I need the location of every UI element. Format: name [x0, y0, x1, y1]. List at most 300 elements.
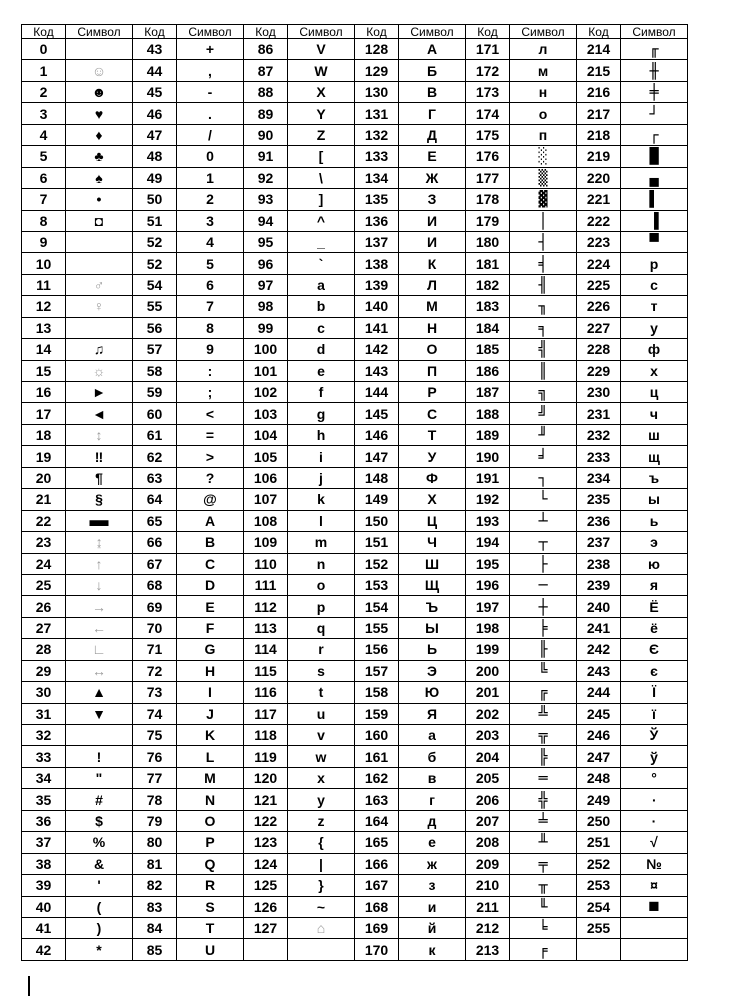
code-cell: 174 — [466, 103, 510, 124]
table-row — [22, 553, 688, 574]
symbol-cell: 9 — [177, 339, 244, 360]
code-cell: 160 — [355, 725, 399, 746]
code-cell: 47 — [133, 124, 177, 145]
symbol-cell: % — [66, 832, 133, 853]
symbol-cell: ╢ — [510, 274, 577, 295]
code-cell: 89 — [244, 103, 288, 124]
table-row — [22, 489, 688, 510]
code-cell: 73 — [133, 682, 177, 703]
symbol-cell: ▄ — [621, 167, 688, 188]
symbol-cell: v — [288, 725, 355, 746]
code-cell: 145 — [355, 403, 399, 424]
symbol-cell: д — [399, 810, 466, 831]
symbol-cell: l — [288, 510, 355, 531]
code-cell: 103 — [244, 403, 288, 424]
symbol-cell: ┤ — [510, 231, 577, 252]
code-cell: 164 — [355, 810, 399, 831]
table-row — [22, 103, 688, 124]
symbol-cell: ╥ — [510, 875, 577, 896]
symbol-cell: ► — [66, 382, 133, 403]
table-row — [22, 60, 688, 81]
code-cell: 247 — [577, 746, 621, 767]
code-cell: 118 — [244, 725, 288, 746]
symbol-cell — [66, 253, 133, 274]
symbol-cell: C — [177, 553, 244, 574]
symbol-cell: ♥ — [66, 103, 133, 124]
symbol-cell: ╡ — [510, 253, 577, 274]
code-cell: 52 — [133, 253, 177, 274]
symbol-cell: ф — [621, 339, 688, 360]
symbol-cell: n — [288, 553, 355, 574]
symbol-cell: ♫ — [66, 339, 133, 360]
symbol-cell: F — [177, 617, 244, 638]
header-code: Код — [577, 25, 621, 39]
symbol-cell: Ш — [399, 553, 466, 574]
table-row — [22, 403, 688, 424]
table-row — [22, 296, 688, 317]
symbol-cell: < — [177, 403, 244, 424]
code-cell: 222 — [577, 210, 621, 231]
code-cell: 206 — [466, 789, 510, 810]
symbol-cell: ы — [621, 489, 688, 510]
symbol-cell: w — [288, 746, 355, 767]
code-cell: 38 — [22, 853, 66, 874]
symbol-cell: ▼ — [66, 703, 133, 724]
header-code: Код — [244, 25, 288, 39]
code-cell: 134 — [355, 167, 399, 188]
symbol-cell: И — [399, 210, 466, 231]
code-cell: 173 — [466, 81, 510, 102]
code-cell: 169 — [355, 917, 399, 938]
code-cell: 221 — [577, 189, 621, 210]
code-cell: 234 — [577, 467, 621, 488]
symbol-cell: f — [288, 382, 355, 403]
code-cell: 65 — [133, 510, 177, 531]
symbol-cell: │ — [510, 210, 577, 231]
code-cell: 228 — [577, 339, 621, 360]
code-cell: 159 — [355, 703, 399, 724]
symbol-cell: ╚ — [510, 660, 577, 681]
symbol-cell: ┴ — [510, 510, 577, 531]
header-symbol: Символ — [621, 25, 688, 39]
code-cell: 246 — [577, 725, 621, 746]
code-cell: 218 — [577, 124, 621, 145]
symbol-cell: М — [399, 296, 466, 317]
symbol-cell: о — [510, 103, 577, 124]
code-cell: 147 — [355, 446, 399, 467]
code-cell: 22 — [22, 510, 66, 531]
symbol-cell: U — [177, 939, 244, 960]
symbol-cell: ╞ — [510, 617, 577, 638]
symbol-cell: з — [399, 875, 466, 896]
code-cell: 233 — [577, 446, 621, 467]
symbol-cell: I — [177, 682, 244, 703]
table-row — [22, 317, 688, 338]
symbol-cell: Г — [399, 103, 466, 124]
table-row — [22, 682, 688, 703]
symbol-cell: / — [177, 124, 244, 145]
symbol-cell: , — [177, 60, 244, 81]
symbol-cell: 6 — [177, 274, 244, 295]
code-cell: 185 — [466, 339, 510, 360]
code-cell: 239 — [577, 574, 621, 595]
table-row — [22, 467, 688, 488]
symbol-cell: 5 — [177, 253, 244, 274]
table-row — [22, 617, 688, 638]
symbol-cell: √ — [621, 832, 688, 853]
symbol-cell: № — [621, 853, 688, 874]
symbol-cell: W — [288, 60, 355, 81]
code-cell: 225 — [577, 274, 621, 295]
code-cell: 255 — [577, 917, 621, 938]
code-cell: 90 — [244, 124, 288, 145]
symbol-cell: [ — [288, 146, 355, 167]
code-cell: 172 — [466, 60, 510, 81]
symbol-cell: ◘ — [66, 210, 133, 231]
code-cell: 56 — [133, 317, 177, 338]
code-cell: 178 — [466, 189, 510, 210]
code-cell: 250 — [577, 810, 621, 831]
header-code: Код — [22, 25, 66, 39]
text-cursor — [28, 976, 30, 996]
symbol-cell: ↔ — [66, 660, 133, 681]
symbol-cell: ╔ — [510, 682, 577, 703]
symbol-cell: У — [399, 446, 466, 467]
code-cell: 82 — [133, 875, 177, 896]
code-cell: 102 — [244, 382, 288, 403]
code-cell: 177 — [466, 167, 510, 188]
symbol-cell — [66, 39, 133, 60]
code-cell: 70 — [133, 617, 177, 638]
symbol-cell: ! — [66, 746, 133, 767]
symbol-cell: ў — [621, 746, 688, 767]
code-cell: 183 — [466, 296, 510, 317]
symbol-cell: Т — [399, 424, 466, 445]
symbol-cell: ' — [66, 875, 133, 896]
code-cell: 199 — [466, 639, 510, 660]
symbol-cell: p — [288, 596, 355, 617]
symbol-cell: O — [177, 810, 244, 831]
table-row — [22, 81, 688, 102]
symbol-cell: п — [510, 124, 577, 145]
symbol-cell: i — [288, 446, 355, 467]
code-cell: 80 — [133, 832, 177, 853]
code-cell: 238 — [577, 553, 621, 574]
code-cell: 237 — [577, 532, 621, 553]
code-cell: 202 — [466, 703, 510, 724]
symbol-cell: Ф — [399, 467, 466, 488]
code-cell: 219 — [577, 146, 621, 167]
table-row — [22, 853, 688, 874]
symbol-cell: Ї — [621, 682, 688, 703]
symbol-cell: 3 — [177, 210, 244, 231]
code-cell: 192 — [466, 489, 510, 510]
code-cell: 35 — [22, 789, 66, 810]
symbol-cell: $ — [66, 810, 133, 831]
symbol-cell: И — [399, 231, 466, 252]
symbol-cell: Ю — [399, 682, 466, 703]
symbol-cell: d — [288, 339, 355, 360]
symbol-cell: ? — [177, 467, 244, 488]
code-cell: 57 — [133, 339, 177, 360]
code-cell: 213 — [466, 939, 510, 960]
code-cell: 157 — [355, 660, 399, 681]
symbol-cell: H — [177, 660, 244, 681]
symbol-cell: ├ — [510, 553, 577, 574]
code-cell: 20 — [22, 467, 66, 488]
symbol-cell: 0 — [177, 146, 244, 167]
code-cell: 54 — [133, 274, 177, 295]
symbol-cell: c — [288, 317, 355, 338]
symbol-cell: . — [177, 103, 244, 124]
code-cell: 87 — [244, 60, 288, 81]
code-cell: 196 — [466, 574, 510, 595]
table-row — [22, 896, 688, 917]
header-symbol: Символ — [399, 25, 466, 39]
code-cell: 119 — [244, 746, 288, 767]
symbol-cell: ¤ — [621, 875, 688, 896]
symbol-cell: E — [177, 596, 244, 617]
code-cell: 187 — [466, 382, 510, 403]
code-cell: 165 — [355, 832, 399, 853]
symbol-cell: г — [399, 789, 466, 810]
symbol-cell: ╜ — [510, 424, 577, 445]
code-cell: 41 — [22, 917, 66, 938]
symbol-cell: G — [177, 639, 244, 660]
code-cell: 7 — [22, 189, 66, 210]
table-row — [22, 231, 688, 252]
code-cell: 45 — [133, 81, 177, 102]
code-cell: 91 — [244, 146, 288, 167]
symbol-cell: P — [177, 832, 244, 853]
symbol-cell: ё — [621, 617, 688, 638]
code-cell: 2 — [22, 81, 66, 102]
code-cell: 116 — [244, 682, 288, 703]
code-cell: 232 — [577, 424, 621, 445]
symbol-cell: ч — [621, 403, 688, 424]
table-row — [22, 703, 688, 724]
symbol-cell: б — [399, 746, 466, 767]
table-row — [22, 532, 688, 553]
symbol-cell: * — [66, 939, 133, 960]
code-cell: 34 — [22, 767, 66, 788]
symbol-cell: → — [66, 596, 133, 617]
code-cell: 78 — [133, 789, 177, 810]
table-row — [22, 253, 688, 274]
code-cell: 179 — [466, 210, 510, 231]
symbol-cell: ┌ — [621, 124, 688, 145]
code-cell: 6 — [22, 167, 66, 188]
code-cell: 61 — [133, 424, 177, 445]
symbol-cell: { — [288, 832, 355, 853]
code-cell: 133 — [355, 146, 399, 167]
code-cell: 149 — [355, 489, 399, 510]
ascii-code-table — [21, 24, 688, 961]
symbol-cell: \ — [288, 167, 355, 188]
code-cell: 104 — [244, 424, 288, 445]
table-row — [22, 939, 688, 960]
code-cell: 154 — [355, 596, 399, 617]
code-cell: 114 — [244, 639, 288, 660]
code-cell: 131 — [355, 103, 399, 124]
table-row — [22, 510, 688, 531]
code-cell: 217 — [577, 103, 621, 124]
symbol-cell: § — [66, 489, 133, 510]
code-cell: 129 — [355, 60, 399, 81]
code-cell: 3 — [22, 103, 66, 124]
symbol-cell: Q — [177, 853, 244, 874]
code-cell: 28 — [22, 639, 66, 660]
table-row — [22, 189, 688, 210]
code-cell: 46 — [133, 103, 177, 124]
symbol-cell: · — [621, 810, 688, 831]
symbol-cell: к — [399, 939, 466, 960]
code-cell: 43 — [133, 39, 177, 60]
symbol-cell — [288, 939, 355, 960]
symbol-cell: b — [288, 296, 355, 317]
symbol-cell: ∙ — [621, 789, 688, 810]
table-row — [22, 124, 688, 145]
code-cell: 60 — [133, 403, 177, 424]
symbol-cell: ▲ — [66, 682, 133, 703]
code-cell: 182 — [466, 274, 510, 295]
code-cell: 115 — [244, 660, 288, 681]
symbol-cell: ♦ — [66, 124, 133, 145]
symbol-cell: с — [621, 274, 688, 295]
symbol-cell: D — [177, 574, 244, 595]
symbol-cell: ▬ — [66, 510, 133, 531]
code-cell: 144 — [355, 382, 399, 403]
symbol-cell: } — [288, 875, 355, 896]
symbol-cell: ; — [177, 382, 244, 403]
code-cell: 126 — [244, 896, 288, 917]
symbol-cell: Ъ — [399, 596, 466, 617]
symbol-cell: R — [177, 875, 244, 896]
code-cell: 208 — [466, 832, 510, 853]
symbol-cell: | — [288, 853, 355, 874]
code-cell: 143 — [355, 360, 399, 381]
code-cell: 71 — [133, 639, 177, 660]
symbol-cell: и — [399, 896, 466, 917]
code-cell: 184 — [466, 317, 510, 338]
symbol-cell: ■ — [621, 896, 688, 917]
code-cell: 25 — [22, 574, 66, 595]
symbol-cell: ‼ — [66, 446, 133, 467]
symbol-cell: ┐ — [510, 467, 577, 488]
symbol-cell: ♠ — [66, 167, 133, 188]
code-cell: 100 — [244, 339, 288, 360]
code-cell: 26 — [22, 596, 66, 617]
code-cell: 124 — [244, 853, 288, 874]
symbol-cell: ] — [288, 189, 355, 210]
header-code: Код — [133, 25, 177, 39]
symbol-cell: э — [621, 532, 688, 553]
symbol-cell: + — [177, 39, 244, 60]
code-cell: 5 — [22, 146, 66, 167]
symbol-cell: h — [288, 424, 355, 445]
code-cell: 253 — [577, 875, 621, 896]
symbol-cell: X — [288, 81, 355, 102]
table-row — [22, 746, 688, 767]
symbol-cell: Ж — [399, 167, 466, 188]
symbol-cell: & — [66, 853, 133, 874]
code-cell: 16 — [22, 382, 66, 403]
symbol-cell — [621, 939, 688, 960]
symbol-cell: ║ — [510, 360, 577, 381]
symbol-cell: x — [288, 767, 355, 788]
code-cell: 76 — [133, 746, 177, 767]
code-cell: 210 — [466, 875, 510, 896]
symbol-cell — [66, 317, 133, 338]
symbol-cell: j — [288, 467, 355, 488]
code-cell: 152 — [355, 553, 399, 574]
symbol-cell: н — [510, 81, 577, 102]
symbol-cell: ♣ — [66, 146, 133, 167]
code-cell: 236 — [577, 510, 621, 531]
code-cell: 125 — [244, 875, 288, 896]
symbol-cell: @ — [177, 489, 244, 510]
code-cell: 248 — [577, 767, 621, 788]
code-cell: 175 — [466, 124, 510, 145]
symbol-cell: ∟ — [66, 639, 133, 660]
symbol-cell: ☼ — [66, 360, 133, 381]
symbol-cell: q — [288, 617, 355, 638]
code-cell: 194 — [466, 532, 510, 553]
symbol-cell: ╘ — [510, 917, 577, 938]
code-cell: 235 — [577, 489, 621, 510]
symbol-cell: 2 — [177, 189, 244, 210]
code-cell: 209 — [466, 853, 510, 874]
symbol-cell: ї — [621, 703, 688, 724]
symbol-cell: ─ — [510, 574, 577, 595]
table-row — [22, 810, 688, 831]
symbol-cell: ▌ — [621, 189, 688, 210]
table-row — [22, 360, 688, 381]
symbol-cell: ~ — [288, 896, 355, 917]
code-cell: 151 — [355, 532, 399, 553]
table-row — [22, 917, 688, 938]
code-cell: 66 — [133, 532, 177, 553]
symbol-cell: A — [177, 510, 244, 531]
code-cell: 200 — [466, 660, 510, 681]
code-cell: 215 — [577, 60, 621, 81]
code-cell: 244 — [577, 682, 621, 703]
symbol-cell: = — [177, 424, 244, 445]
symbol-cell: ╬ — [510, 789, 577, 810]
code-cell: 166 — [355, 853, 399, 874]
symbol-cell: В — [399, 81, 466, 102]
code-cell: 140 — [355, 296, 399, 317]
symbol-cell: х — [621, 360, 688, 381]
symbol-cell: ░ — [510, 146, 577, 167]
symbol-cell: ▓ — [510, 189, 577, 210]
symbol-cell: А — [399, 39, 466, 60]
code-cell: 31 — [22, 703, 66, 724]
code-cell: 69 — [133, 596, 177, 617]
code-cell: 97 — [244, 274, 288, 295]
code-cell: 135 — [355, 189, 399, 210]
symbol-cell: в — [399, 767, 466, 788]
code-cell: 63 — [133, 467, 177, 488]
symbol-cell: щ — [621, 446, 688, 467]
symbol-cell: ъ — [621, 467, 688, 488]
symbol-cell: Л — [399, 274, 466, 295]
code-cell: 186 — [466, 360, 510, 381]
code-cell: 224 — [577, 253, 621, 274]
code-cell: 214 — [577, 39, 621, 60]
code-cell: 44 — [133, 60, 177, 81]
header-symbol: Символ — [510, 25, 577, 39]
